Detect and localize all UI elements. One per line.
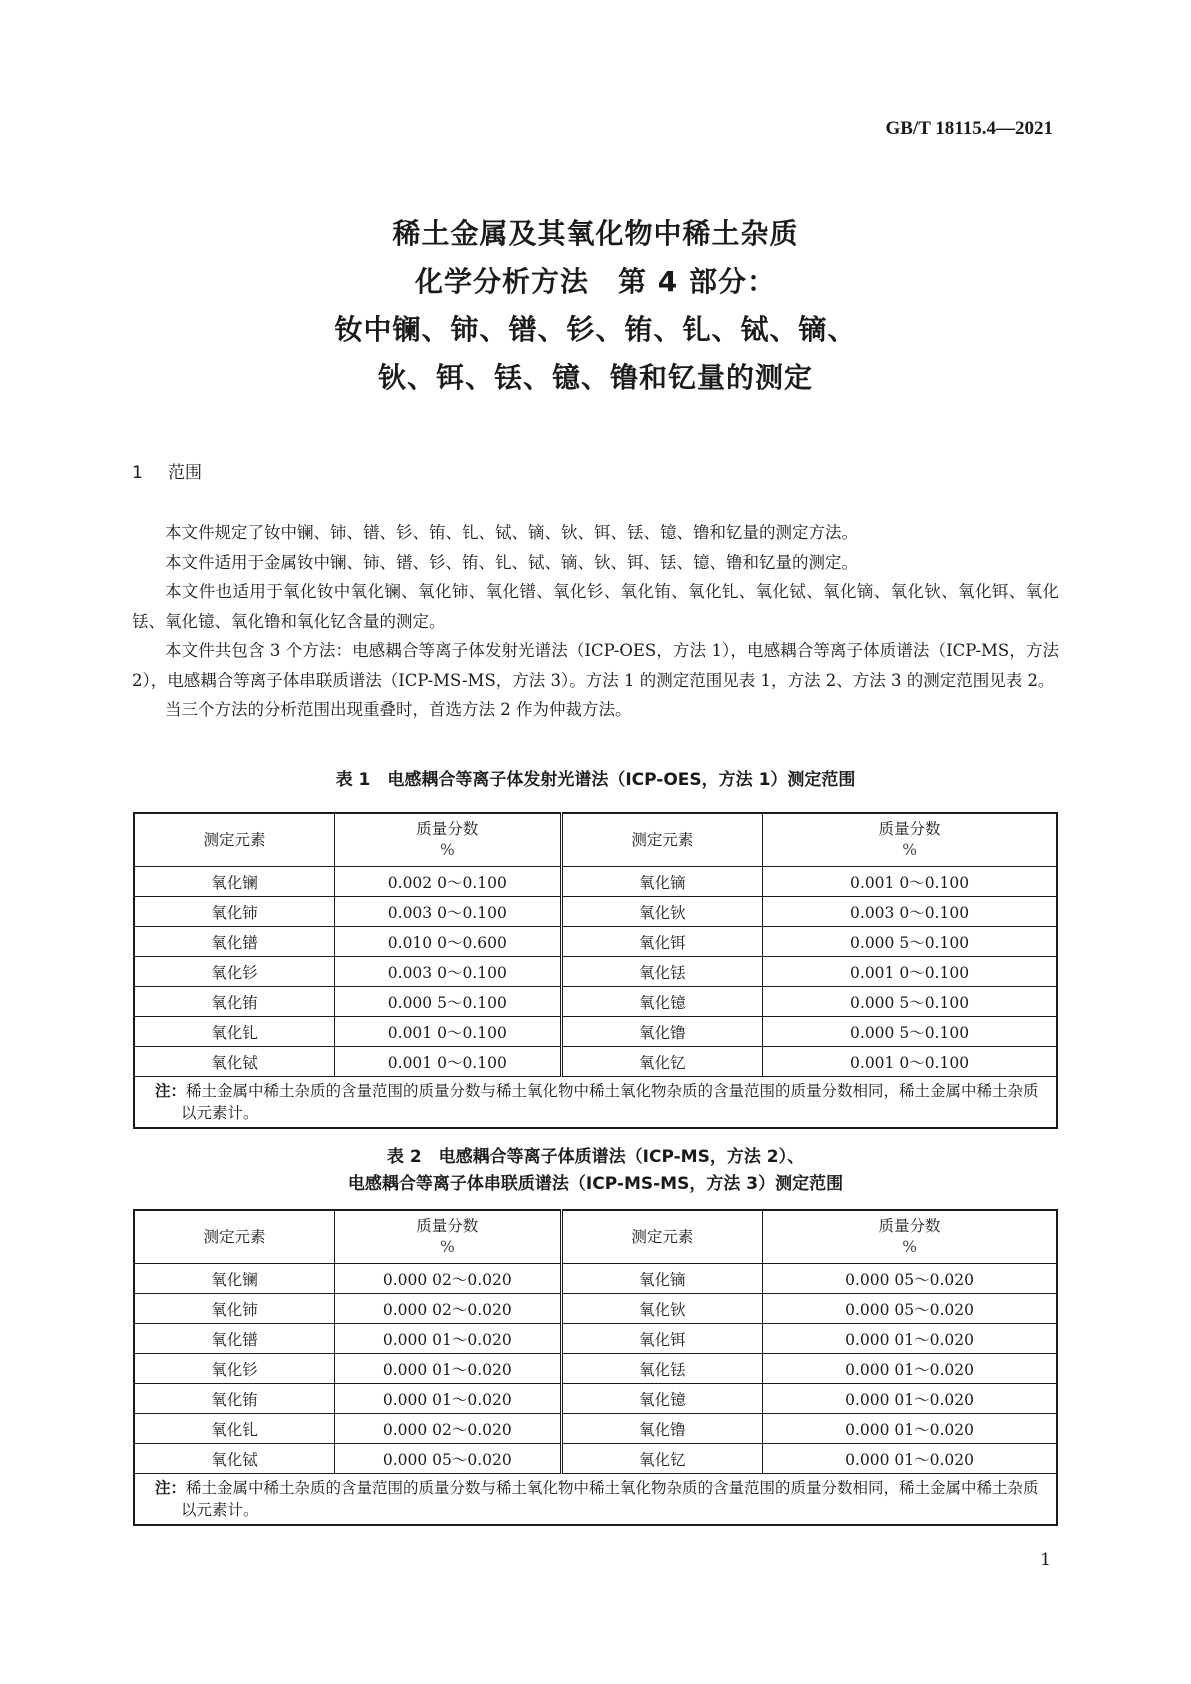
table-row [134, 957, 1057, 987]
element-cell: 氧化铥 [561, 1354, 763, 1384]
header-element: 测定元素 [134, 813, 335, 867]
element-cell: 氧化钬 [561, 897, 763, 927]
table2-caption [0, 1144, 1191, 1198]
unit-label: % [902, 841, 917, 859]
note-label: 注： [155, 1478, 187, 1497]
element-cell: 氧化铽 [134, 1047, 335, 1077]
range-cell: 0.000 02～0.020 [335, 1414, 562, 1444]
element-cell: 氧化铽 [134, 1444, 335, 1474]
paragraph: 本文件规定了钕中镧、铈、镨、钐、铕、钆、铽、镝、钬、铒、铥、镱、镥和钇量的测定方法。 [165, 523, 858, 542]
unit-label: % [439, 1238, 455, 1256]
element-cell: 氧化镨 [134, 927, 335, 957]
range-cell: 0.000 02～0.020 [335, 1264, 562, 1294]
note-text: 稀土金属中稀土杂质的含量范围的质量分数与稀土氧化物中稀土氧化物杂质的含量范围的质量分数相同，稀土金属中稀土杂质以元素计。 [181, 1479, 1039, 1519]
range-cell: 0.000 5～0.100 [335, 987, 562, 1017]
table-row [134, 1324, 1057, 1354]
table-row [134, 1384, 1057, 1414]
table-row [134, 1017, 1057, 1047]
range-cell: 0.000 5～0.100 [763, 1017, 1057, 1047]
range-cell: 0.003 0～0.100 [763, 897, 1057, 927]
table-row [134, 1264, 1057, 1294]
table-header-row [134, 1210, 1057, 1264]
element-cell: 氧化镧 [134, 867, 335, 897]
range-cell: 0.000 5～0.100 [763, 987, 1057, 1017]
element-cell: 氧化铒 [561, 927, 763, 957]
range-cell: 0.000 01～0.020 [763, 1354, 1057, 1384]
caption-line: 电感耦合等离子体串联质谱法（ICP-MS-MS，方法 3）测定范围 [347, 1174, 844, 1194]
document-title [0, 210, 1191, 402]
element-cell: 氧化铥 [561, 957, 763, 987]
title-line: 钬、铒、铥、镱、镥和钇量的测定 [377, 361, 813, 394]
header-mass-fraction: 质量分数 % [335, 813, 562, 867]
table-row [134, 927, 1057, 957]
section-body [132, 518, 1059, 725]
section-title: 范围 [168, 463, 202, 483]
table-row [134, 1294, 1057, 1324]
table-row [134, 1354, 1057, 1384]
range-cell: 0.000 05～0.020 [335, 1444, 562, 1474]
element-cell: 氧化镥 [561, 1414, 763, 1444]
range-cell: 0.000 05～0.020 [763, 1264, 1057, 1294]
element-cell: 氧化镝 [561, 1264, 763, 1294]
paragraph: 本文件共包含 3 个方法：电感耦合等离子体发射光谱法（ICP-OES，方法 1），电感耦合等离子体质谱法（ICP-MS，方法 2），电感耦合等离子体串联质谱法（ICP-MS-MS，方法 3）。方法 1 的测定范围见表 1，方法 2、方法 3 的测定范围见表 2。 [132, 641, 1059, 690]
range-cell: 0.010 0～0.600 [335, 927, 562, 957]
element-cell: 氧化镱 [561, 1384, 763, 1414]
table-note [134, 1077, 1057, 1129]
title-line: 化学分析方法 第 4 部分： [415, 265, 776, 298]
element-cell: 氧化钐 [134, 957, 335, 987]
element-cell: 氧化铒 [561, 1324, 763, 1354]
element-cell: 氧化铈 [134, 897, 335, 927]
element-cell: 氧化钐 [134, 1354, 335, 1384]
element-cell: 氧化钇 [561, 1444, 763, 1474]
header-element: 测定元素 [561, 1210, 763, 1264]
table-row [134, 987, 1057, 1017]
range-cell: 0.001 0～0.100 [763, 867, 1057, 897]
range-cell: 0.001 0～0.100 [335, 1017, 562, 1047]
header-mass-fraction: 质量分数 % [335, 1210, 562, 1264]
range-cell: 0.002 0～0.100 [335, 867, 562, 897]
range-cell: 0.000 01～0.020 [763, 1384, 1057, 1414]
title-line: 稀土金属及其氧化物中稀土杂质 [392, 217, 799, 250]
range-cell: 0.000 02～0.020 [335, 1294, 562, 1324]
element-cell: 氧化镨 [134, 1324, 335, 1354]
element-cell: 氧化钇 [561, 1047, 763, 1077]
paragraph: 当三个方法的分析范围出现重叠时，首选方法 2 作为仲裁方法。 [165, 700, 632, 719]
header-mass-fraction: 质量分数 % [763, 813, 1057, 867]
element-cell: 氧化钆 [134, 1414, 335, 1444]
table-row [134, 1414, 1057, 1444]
element-cell: 氧化钬 [561, 1294, 763, 1324]
table-row [134, 867, 1057, 897]
unit-label: % [439, 841, 455, 859]
range-cell: 0.001 0～0.100 [763, 957, 1057, 987]
table1 [133, 812, 1058, 1129]
range-cell: 0.000 01～0.020 [335, 1384, 562, 1414]
table-note [134, 1474, 1057, 1526]
standard-number: GB/T 18115.4—2021 [885, 118, 1053, 139]
range-cell: 0.000 5～0.100 [763, 927, 1057, 957]
element-cell: 氧化铕 [134, 1384, 335, 1414]
header-element: 测定元素 [134, 1210, 335, 1264]
element-cell: 氧化镥 [561, 1017, 763, 1047]
header-mass-fraction: 质量分数 % [763, 1210, 1057, 1264]
note-label: 注： [155, 1081, 187, 1100]
section-number: 1 [132, 463, 143, 483]
table-row [134, 1047, 1057, 1077]
range-cell: 0.000 01～0.020 [763, 1414, 1057, 1444]
element-cell: 氧化铕 [134, 987, 335, 1017]
element-cell: 氧化钆 [134, 1017, 335, 1047]
element-cell: 氧化镧 [134, 1264, 335, 1294]
paragraph: 本文件也适用于氧化钕中氧化镧、氧化铈、氧化镨、氧化钐、氧化铕、氧化钆、氧化铽、氧化镝、氧化钬、氧化铒、氧化铥、氧化镱、氧化镥和氧化钇含量的测定。 [132, 582, 1059, 631]
paragraph: 本文件适用于金属钕中镧、铈、镨、钐、铕、钆、铽、镝、钬、铒、铥、镱、镥和钇量的测定。 [165, 552, 858, 572]
unit-label: % [902, 1238, 917, 1256]
table-row [134, 1444, 1057, 1474]
element-cell: 氧化镝 [561, 867, 763, 897]
table2 [133, 1209, 1058, 1526]
section-heading [132, 458, 202, 483]
range-cell: 0.000 01～0.020 [763, 1444, 1057, 1474]
element-cell: 氧化铈 [134, 1294, 335, 1324]
range-cell: 0.000 05～0.020 [763, 1294, 1057, 1324]
table1-caption: 表 1 电感耦合等离子体发射光谱法（ICP-OES，方法 1）测定范围 [335, 770, 856, 790]
caption-line: 表 2 电感耦合等离子体质谱法（ICP-MS，方法 2）、 [386, 1147, 805, 1167]
table-row [134, 897, 1057, 927]
page-number: 1 [1040, 1550, 1051, 1570]
range-cell: 0.001 0～0.100 [763, 1047, 1057, 1077]
header-element: 测定元素 [561, 813, 763, 867]
range-cell: 0.001 0～0.100 [335, 1047, 562, 1077]
range-cell: 0.003 0～0.100 [335, 957, 562, 987]
table-header-row [134, 813, 1057, 867]
element-cell: 氧化镱 [561, 987, 763, 1017]
range-cell: 0.000 01～0.020 [335, 1354, 562, 1384]
note-text: 稀土金属中稀土杂质的含量范围的质量分数与稀土氧化物中稀土氧化物杂质的含量范围的质量分数相同，稀土金属中稀土杂质以元素计。 [181, 1082, 1039, 1122]
range-cell: 0.000 01～0.020 [763, 1324, 1057, 1354]
range-cell: 0.000 01～0.020 [335, 1324, 562, 1354]
range-cell: 0.003 0～0.100 [335, 897, 562, 927]
title-line: 钕中镧、铈、镨、钐、铕、钆、铽、镝、 [334, 313, 857, 346]
